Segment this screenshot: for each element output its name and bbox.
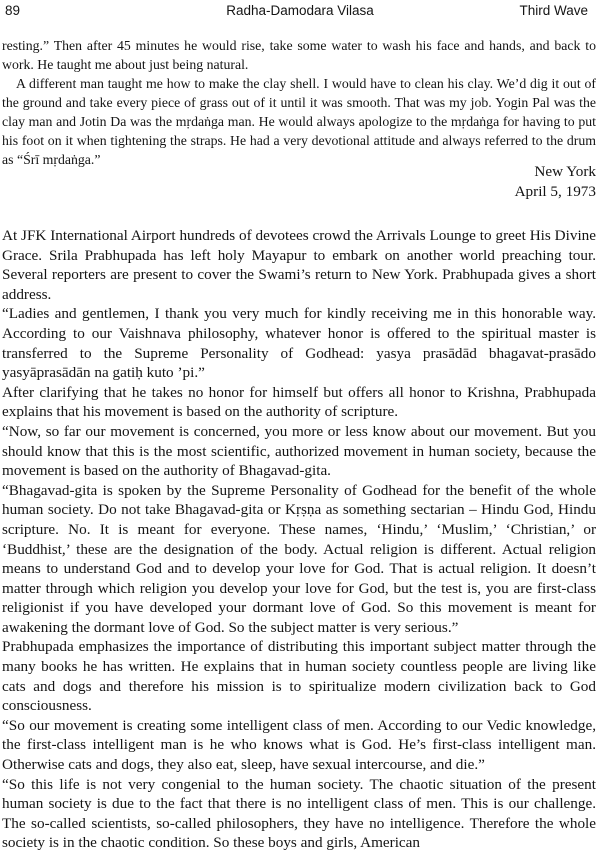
running-header	[0, 0, 600, 22]
paragraph: “So this life is not very congenial to the human society. The chaotic situation of the present human society is due to the fact that there is no intelligent class of men. This is our challenge. The so-called scientists, so-called philosophers, they have no intelligence. Therefore the whole society is in the chaotic condition. So these boys and girls, American	[2, 775, 596, 852]
memoir-section	[2, 36, 596, 169]
dateline-place: New York	[534, 163, 596, 180]
paragraph: A different man taught me how to make the clay shell. I would have to clean his clay. We’d dig it out of the ground and take every piece of grass out of it until it was smooth. That was my job. Yogin Pal was the clay man and Jotin Da was the mṛdaṅga man. He would always apologize to the mṛdaṅga for having to put his foot on it when tightening the straps. He had a very devotional attitude and always referred to the drum as “Śrī mṛdaṅga.”	[2, 76, 596, 167]
paragraph: “So our movement is creating some intelligent class of men. According to our Vedic knowledge, the first-class intelligent man is he who knows what is God. He’s first-class intelligent man. Otherwise cats and dogs, they also eat, sleep, have sexual intercourse, and die.”	[2, 716, 596, 774]
paragraph: “Now, so far our movement is concerned, you more or less know about our movement. But you should know that this is the most scientific, authorized movement in human society, because the movement is based on the authority of Bhagavad-gita.	[2, 422, 596, 480]
paragraph: Prabhupada emphasizes the importance of distributing this important subject matter through the many books he has written. He explains that in human society countless people are living like cats and dogs and therefore his mission is to spiritualize modern civilization back to God consciousness.	[2, 638, 596, 715]
paragraph: After clarifying that he takes no honor for himself but offers all honor to Krishna, Prabhupada explains that his movement is based on the authority of scripture.	[2, 383, 596, 421]
book-title: Radha-Damodara Vilasa	[226, 3, 374, 18]
paragraph: “Bhagavad-gita is spoken by the Supreme Personality of Godhead for the benefit of the whole human society. Do not take Bhagavad-gita or Kṛṣṇa as something sectarian – Hindu God, Hindu scripture. No. It is meant for everyone. These names, ‘Hindu,’ ‘Muslim,’ ‘Christian,’ or ‘Buddhist,’ these are the designation of the body. Actual religion is different. Actual religion means to understand God and to develop your love for God. That is actual religion. It doesn’t matter through which religion you develop your love for God, but the test is, you are first-class religionist if you have developed your dormant love of God. So this movement is meant for awakening the dormant love of God. So the subject matter is very serious.”	[2, 481, 596, 636]
paragraph: “Ladies and gentlemen, I thank you very much for kindly receiving me in this honorable way. According to our Vaishnava philosophy, whatever honor is offered to the spiritual master is transferred to the Supreme Personality of Godhead: yasya prasādād bhagavat-prasādo yasyāprasādān na gatiḥ kuto ’pi.”	[2, 305, 596, 382]
dateline-date: April 5, 1973	[514, 183, 596, 200]
paragraph: At JFK International Airport hundreds of devotees crowd the Arrivals Lounge to greet His Divine Grace. Srila Prabhupada has left holy Mayapur to embark on another world preaching tour. Several reporters are present to cover the Swami’s return to New York. Prabhupada gives a short address.	[2, 227, 596, 303]
dateline	[515, 162, 596, 202]
new-york-section	[2, 163, 596, 853]
paragraph: resting.” Then after 45 minutes he would rise, take some water to wash his face and hands, and back to work. He taught me about just being natural.	[2, 38, 596, 72]
chapter-title: Third Wave	[519, 3, 588, 18]
page-number: 89	[5, 3, 21, 18]
